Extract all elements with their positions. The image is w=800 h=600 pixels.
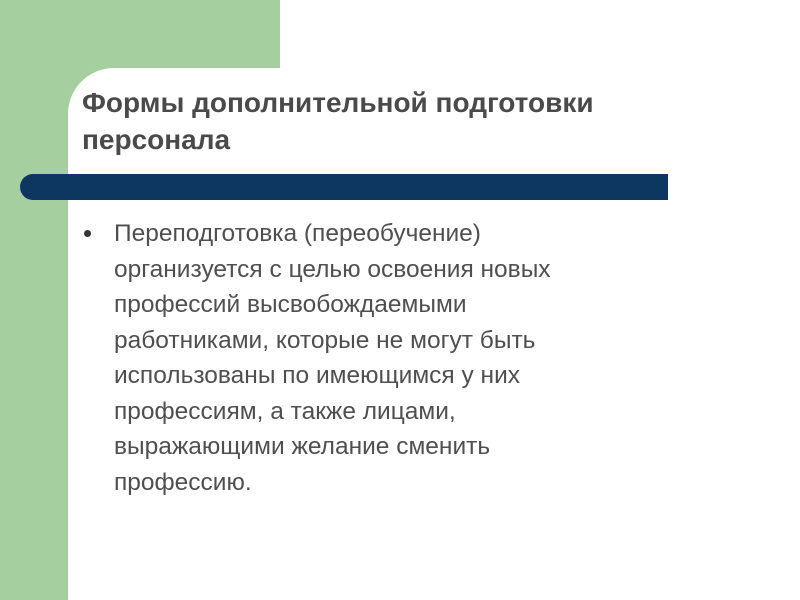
slide-title: [82, 84, 762, 158]
bullet-text-line: профессий высвобождаемыми: [114, 291, 467, 318]
bullet-list: [82, 216, 702, 500]
slide-title-line-2: персонала: [82, 124, 231, 155]
bullet-text-line: выражающими желание сменить: [114, 433, 491, 460]
bullet-text-line: Переподготовка (переобучение): [114, 220, 481, 247]
bullet-text-line: организуется с целью освоения новых: [114, 255, 551, 283]
bullet-text-line: профессию.: [114, 468, 252, 496]
bullet-text-line: профессиям, а также лицами,: [114, 397, 456, 425]
bullet-item: [82, 216, 702, 500]
slide-title-line-1: Формы дополнительной подготовки: [82, 87, 594, 118]
bullet-text-line: использованы по имеющимся у них: [114, 362, 521, 389]
title-rule-bar: [20, 174, 668, 200]
bullet-text-line: работниками, которые не могут быть: [114, 326, 536, 354]
bullet-dot-icon: [84, 230, 91, 237]
